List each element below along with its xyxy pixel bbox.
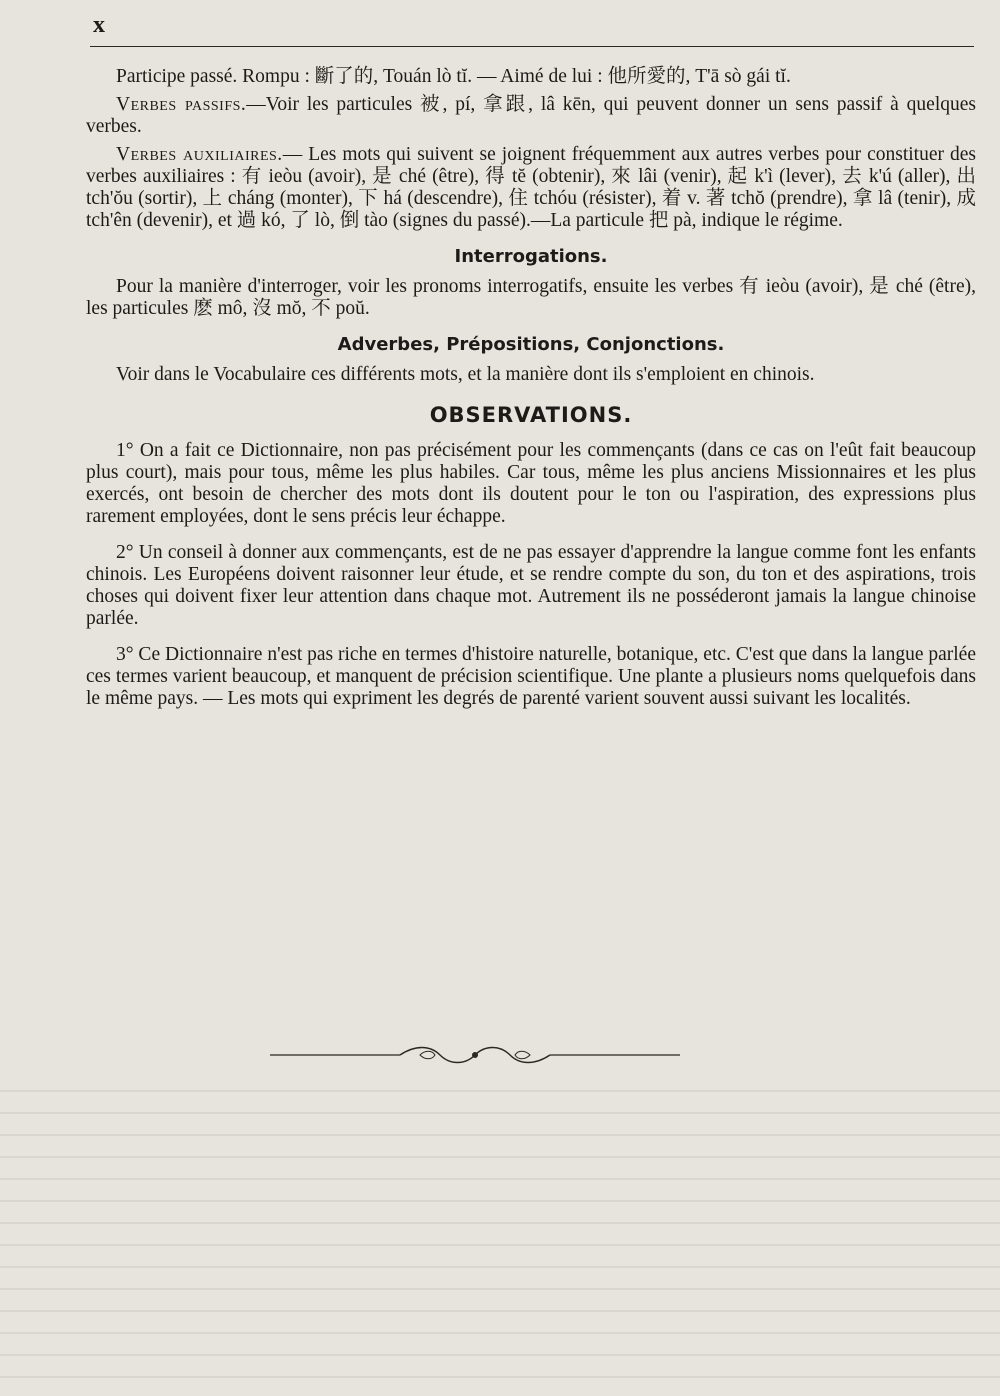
page-body [86, 66, 976, 724]
observation-3: 3° Ce Dictionnaire n'est pas riche en termes d'histoire naturelle, botanique, etc. C'est que dans la langue parlée ces termes varient beaucoup, et manquent de précision scientifique. Une plante a plusieurs noms quelquefois dans le même pays. — Les mots qui expriment les degrés de parenté varient souvent aussi suivant les localités. [86, 644, 976, 709]
verbes-auxiliaires-label: Verbes auxiliaires. [116, 144, 283, 165]
verbes-auxiliaires-paragraph [86, 144, 976, 232]
header-rule [90, 46, 974, 47]
bleed-through-texture [0, 1090, 1000, 1390]
observation-1: 1° On a fait ce Dictionnaire, non pas précisément pour les commençants (dans ce cas on l'eût fait beaucoup plus court), mais pour tous, même les plus habiles. Car tous, même les plus anciens Missionnaires et les plus exercés, ont besoin de chercher des mots dont ils doutent pour le ton ou l'aspiration, des expressions plus rarement employées, dont le sens précis leur échappe. [86, 440, 976, 527]
verbes-passifs-paragraph [86, 94, 976, 138]
adverbes-heading: Adverbes, Prépositions, Conjonctions. [337, 334, 725, 355]
verbes-passifs-label: Verbes passifs. [116, 94, 247, 115]
observations-heading: OBSERVATIONS. [429, 403, 633, 427]
observations-list [86, 440, 976, 710]
ornament-divider [270, 1040, 680, 1070]
adverbes-paragraph: Voir dans le Vocabulaire ces différents mots, et la manière dont ils s'emploient en chinois. [116, 364, 815, 385]
interrogations-heading: Interrogations. [454, 246, 608, 267]
participe-paragraph: Participe passé. Rompu : 斷了的, Touán lò tĭ. — Aimé de lui : 他所愛的, T'ā sò gái tĭ. [116, 66, 791, 87]
page-number: x [93, 12, 105, 38]
interrogations-paragraph: Pour la manière d'interroger, voir les pronoms interrogatifs, ensuite les verbes 有 ieòu (avoir), 是 ché (être), les particules 麽 mô, 沒 mŏ, 不 poŭ. [86, 276, 976, 319]
observation-2: 2° Un conseil à donner aux commençants, est de ne pas essayer d'apprendre la langue comme font les enfants chinois. Les Européens doivent raisonner leur étude, et se rendre compte du son, du ton et des aspirations, trois choses qui doivent fixer leur attention dans chaque mot. Autrement ils ne posséderont jamais la langue chinoise parlée. [86, 542, 976, 629]
verbes-passifs-text: —Voir les particules 被, pí, 拿跟, lâ kēn, qui peuvent donner un sens passif à quelques verbes. [86, 94, 976, 137]
verbes-auxiliaires-text: — Les mots qui suivent se joignent fréquemment aux autres verbes pour constituer des verbes auxiliaires : 有 ieòu (avoir), 是 ché (être), 得 tĕ (obtenir), 來 lâi (venir), 起 k'ì (lever), 去 k'ú (aller), 出 tch'ŏu (sortir), 上 cháng (monter), 下 há (descendre), 住 tchóu (résister), 着 v. 著 tchŏ (prendre), 拿 lâ (tenir), 成 tch'ên (devenir), et 過 kó, 了 lò, 倒 tào (signes du passé).—La particule 把 pà, indique le régime. [86, 144, 976, 231]
